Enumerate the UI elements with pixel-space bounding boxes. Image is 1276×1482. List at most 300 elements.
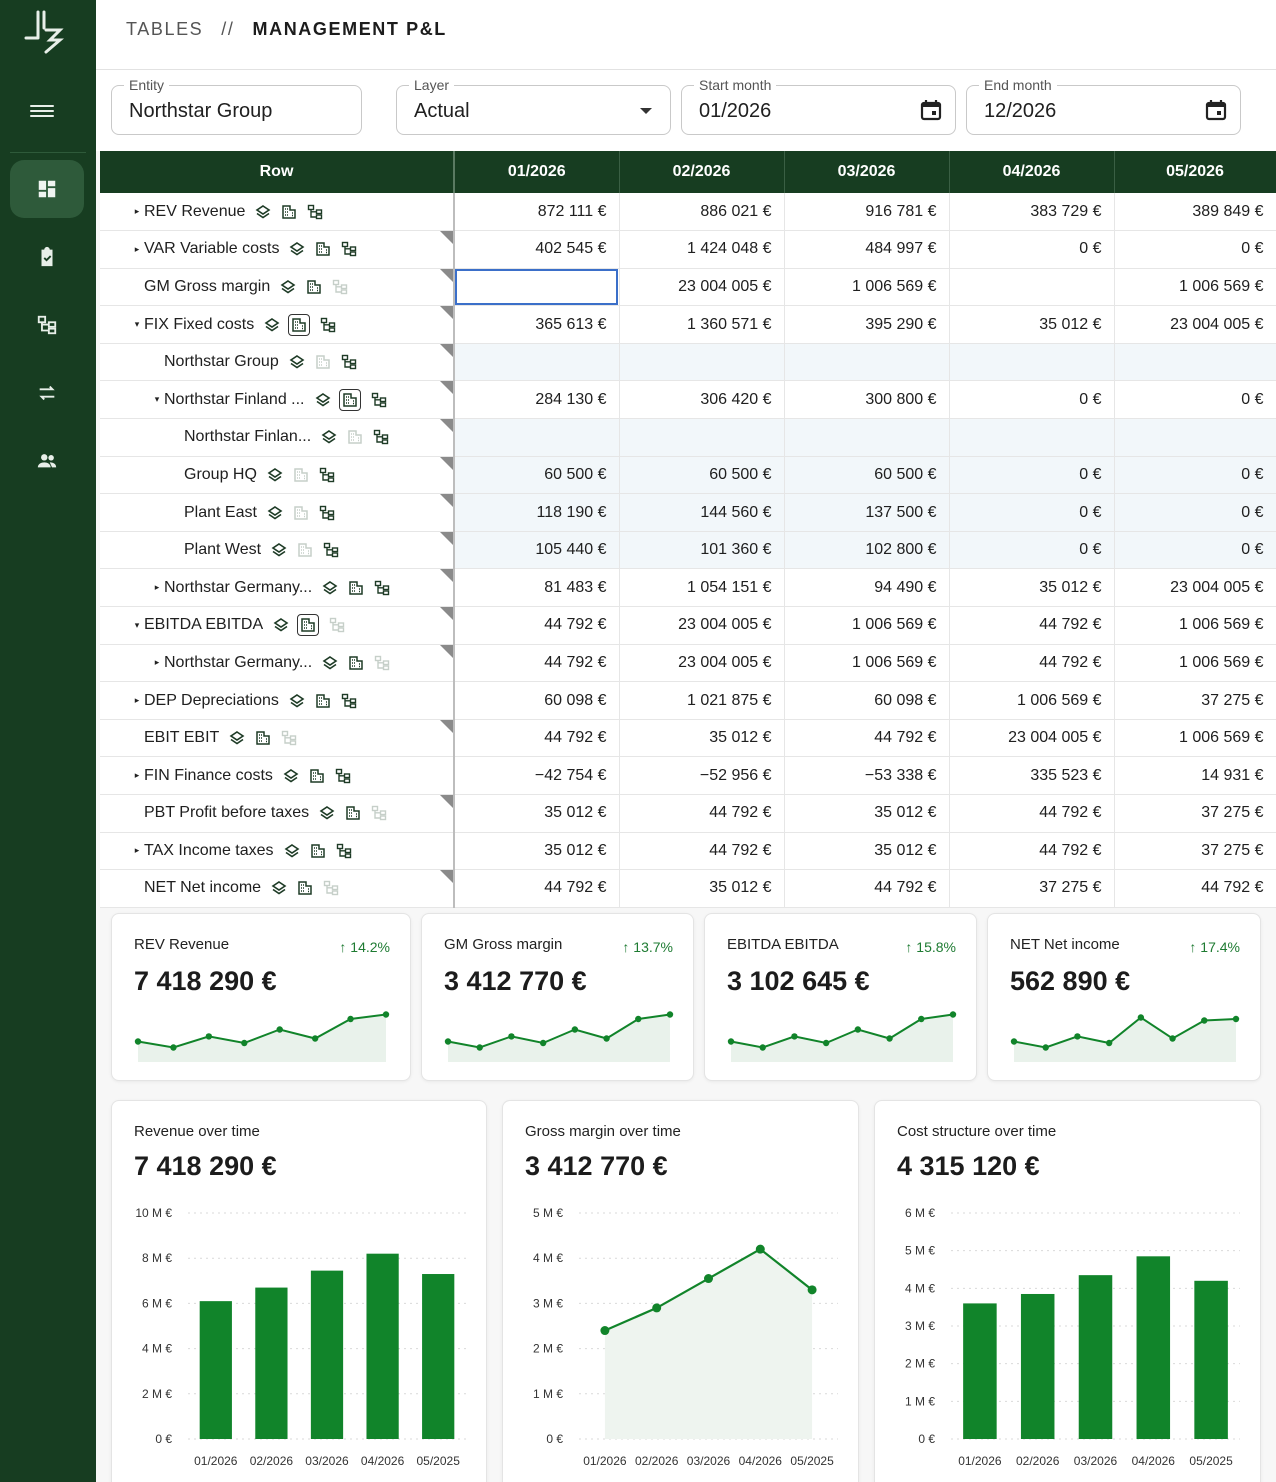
sparkline-point — [1201, 1017, 1207, 1023]
data-point[interactable] — [600, 1326, 609, 1335]
value-cell[interactable] — [454, 419, 619, 457]
x-tick-label: 01/2026 — [583, 1454, 627, 1468]
table-row[interactable] — [100, 456, 1276, 494]
value-cell[interactable]: 44 792 € — [949, 644, 1114, 682]
kpi-value: 562 890 € — [1010, 966, 1131, 996]
chart-total: 4 315 120 € — [897, 1151, 1040, 1181]
bar[interactable] — [311, 1271, 343, 1439]
expand-caret-icon[interactable]: ▾ — [154, 394, 160, 405]
row-label-cell[interactable] — [100, 306, 454, 344]
bar[interactable] — [1079, 1275, 1113, 1439]
value-cell[interactable]: 0 € — [949, 456, 1114, 494]
table-row[interactable] — [100, 193, 1276, 231]
value-cell[interactable] — [784, 419, 949, 457]
value-cell[interactable]: 402 545 € — [454, 231, 619, 269]
value-cell[interactable]: 1 006 569 € — [1114, 719, 1276, 757]
x-tick-label: 03/2026 — [686, 1454, 731, 1468]
end-month-field[interactable] — [966, 77, 1241, 135]
column-header[interactable]: 01/2026 — [454, 151, 619, 193]
value-cell[interactable]: 44 792 € — [784, 870, 949, 908]
value-cell[interactable]: 0 € — [949, 494, 1114, 532]
comment-marker-icon — [440, 344, 453, 357]
x-tick-label: 03/2026 — [1073, 1454, 1118, 1468]
value-cell[interactable]: 35 012 € — [619, 719, 784, 757]
breadcrumb — [126, 19, 447, 40]
value-cell[interactable]: 37 275 € — [1114, 832, 1276, 870]
layers-icon[interactable] — [273, 617, 289, 633]
expand-caret-icon[interactable]: ▾ — [134, 619, 140, 630]
row-label-cell[interactable] — [100, 419, 454, 457]
row-label-cell[interactable] — [100, 268, 454, 306]
value-cell[interactable]: 383 729 € — [949, 193, 1114, 231]
value-cell[interactable]: 35 012 € — [784, 795, 949, 833]
bar[interactable] — [1021, 1294, 1055, 1439]
value-cell[interactable]: 44 792 € — [1114, 870, 1276, 908]
row-label: Northstar Group — [164, 353, 279, 371]
building-icon[interactable] — [310, 843, 326, 859]
nav-dashboard[interactable] — [10, 160, 84, 218]
value-cell[interactable]: 137 500 € — [784, 494, 949, 532]
kpi-card-revenue[interactable] — [111, 913, 411, 1081]
sparkline — [444, 1006, 674, 1062]
layers-icon[interactable] — [284, 843, 300, 859]
layers-icon[interactable] — [264, 317, 280, 333]
expand-caret-icon[interactable]: ▸ — [134, 206, 140, 217]
value-cell[interactable]: −42 754 € — [454, 757, 619, 795]
layers-icon[interactable] — [322, 655, 338, 671]
value-cell[interactable]: 306 420 € — [619, 381, 784, 419]
sparkline-point — [508, 1033, 514, 1039]
value-cell[interactable]: 23 004 005 € — [619, 268, 784, 306]
value-cell[interactable]: 872 111 € — [454, 193, 619, 231]
row-label-cell[interactable] — [100, 193, 454, 231]
expand-caret-icon[interactable]: ▸ — [134, 845, 140, 856]
value-cell[interactable]: 300 800 € — [784, 381, 949, 419]
value-cell[interactable]: 0 € — [949, 531, 1114, 569]
sparkline — [727, 1006, 957, 1062]
bar[interactable] — [963, 1303, 997, 1439]
value-cell[interactable]: 0 € — [1114, 456, 1276, 494]
value-cell[interactable]: 1 021 875 € — [619, 682, 784, 720]
building-icon[interactable] — [293, 505, 309, 521]
building-icon[interactable] — [315, 241, 331, 257]
table-row[interactable] — [100, 343, 1276, 381]
value-cell[interactable]: 60 500 € — [454, 456, 619, 494]
building-icon[interactable] — [288, 314, 310, 336]
comment-marker-icon — [440, 645, 453, 658]
row-label-cell[interactable] — [100, 343, 454, 381]
hierarchy-icon[interactable] — [332, 279, 348, 295]
value-cell[interactable]: 35 012 € — [949, 569, 1114, 607]
bar[interactable] — [366, 1254, 398, 1439]
kpi-title: NET Net income — [1010, 936, 1120, 953]
data-point[interactable] — [808, 1285, 817, 1294]
building-icon[interactable] — [293, 467, 309, 483]
value-cell[interactable]: 1 006 569 € — [1114, 268, 1276, 306]
sparkline-point — [277, 1026, 283, 1032]
hierarchy-icon[interactable] — [319, 467, 335, 483]
row-label-cell[interactable] — [100, 644, 454, 682]
y-tick-label: 0 € — [155, 1432, 172, 1446]
y-tick-label: 3 M € — [904, 1319, 935, 1333]
y-tick-label: 4 M € — [904, 1281, 935, 1296]
start-month-field[interactable] — [681, 77, 956, 135]
value-cell[interactable] — [949, 268, 1114, 306]
table-row[interactable] — [100, 682, 1276, 720]
comment-marker-icon — [440, 306, 453, 319]
building-icon[interactable] — [339, 389, 361, 411]
building-icon[interactable] — [297, 880, 313, 896]
value-cell[interactable]: 23 004 005 € — [619, 644, 784, 682]
breadcrumb-section[interactable]: TABLES — [126, 19, 204, 39]
nav-tasks[interactable] — [10, 228, 84, 286]
value-cell[interactable] — [1114, 419, 1276, 457]
hierarchy-icon[interactable] — [373, 429, 389, 445]
value-cell[interactable]: 1 054 151 € — [619, 569, 784, 607]
building-icon[interactable] — [309, 768, 325, 784]
comment-marker-icon — [440, 870, 453, 883]
row-label: DEP Depreciations — [144, 691, 279, 709]
value-cell[interactable]: 44 792 € — [949, 795, 1114, 833]
expand-caret-icon[interactable]: ▸ — [134, 243, 140, 254]
y-tick-label: 0 € — [918, 1432, 935, 1446]
value-cell[interactable]: 60 500 € — [784, 456, 949, 494]
chart-title: Gross margin over time — [525, 1123, 681, 1140]
layers-icon[interactable] — [315, 392, 331, 408]
row-label: FIN Finance costs — [144, 766, 273, 784]
value-cell[interactable]: 23 004 005 € — [1114, 569, 1276, 607]
value-cell[interactable]: 1 006 569 € — [1114, 607, 1276, 645]
table-header-row — [100, 151, 1276, 193]
building-icon[interactable] — [297, 542, 313, 558]
kpi-card-gross-margin[interactable] — [421, 913, 694, 1081]
entity-field[interactable] — [111, 77, 362, 135]
value-cell[interactable] — [619, 343, 784, 381]
value-cell[interactable]: 44 792 € — [949, 832, 1114, 870]
hierarchy-icon[interactable] — [335, 768, 351, 784]
row-label-cell[interactable] — [100, 531, 454, 569]
comment-marker-icon — [440, 457, 453, 470]
value-cell[interactable] — [454, 343, 619, 381]
sparkline-point — [1138, 1014, 1144, 1020]
expand-caret-icon[interactable]: ▸ — [134, 770, 140, 781]
building-icon[interactable] — [255, 730, 271, 746]
value-cell[interactable]: 0 € — [1114, 381, 1276, 419]
data-point[interactable] — [704, 1274, 713, 1283]
building-icon[interactable] — [306, 279, 322, 295]
x-tick-label: 03/2026 — [305, 1454, 349, 1468]
row-label-cell[interactable] — [100, 456, 454, 494]
kpi-delta-value: 14.2% — [350, 939, 390, 955]
building-icon[interactable] — [347, 429, 363, 445]
sparkline-point — [635, 1016, 641, 1022]
table-row[interactable] — [100, 231, 1276, 269]
layers-icon[interactable] — [319, 805, 335, 821]
bar[interactable] — [1137, 1256, 1171, 1439]
building-icon[interactable] — [348, 655, 364, 671]
value-cell[interactable]: 44 792 € — [784, 719, 949, 757]
column-header[interactable]: 05/2026 — [1114, 151, 1276, 193]
value-cell[interactable]: 23 004 005 € — [619, 607, 784, 645]
hierarchy-icon[interactable] — [329, 617, 345, 633]
table-row[interactable] — [100, 870, 1276, 908]
layers-icon[interactable] — [283, 768, 299, 784]
table-row[interactable] — [100, 644, 1276, 682]
hierarchy-icon[interactable] — [341, 354, 357, 370]
hierarchy-icon[interactable] — [374, 655, 390, 671]
value-cell[interactable]: 44 792 € — [619, 795, 784, 833]
value-cell[interactable]: 60 098 € — [784, 682, 949, 720]
value-cell[interactable]: 60 500 € — [619, 456, 784, 494]
app-logo-icon — [24, 8, 64, 54]
value-cell[interactable]: 1 006 569 € — [784, 607, 949, 645]
value-cell[interactable] — [619, 419, 784, 457]
row-label: EBIT EBIT — [144, 729, 220, 747]
value-cell[interactable]: 35 012 € — [454, 795, 619, 833]
kpi-card-ebitda[interactable] — [704, 913, 977, 1081]
layer-select[interactable] — [396, 77, 671, 135]
value-cell[interactable]: 1 006 569 € — [949, 682, 1114, 720]
value-cell[interactable]: −53 338 € — [784, 757, 949, 795]
building-icon[interactable] — [345, 805, 361, 821]
expand-caret-icon[interactable]: ▸ — [154, 657, 160, 668]
value-cell[interactable]: −52 956 € — [619, 757, 784, 795]
value-cell[interactable]: 14 931 € — [1114, 757, 1276, 795]
chart-total: 7 418 290 € — [134, 1151, 277, 1181]
sparkline-point — [791, 1033, 797, 1039]
value-cell[interactable]: 0 € — [949, 381, 1114, 419]
start-month-label: Start month — [694, 77, 776, 93]
comment-marker-icon — [440, 231, 453, 244]
layers-icon[interactable] — [271, 880, 287, 896]
bar[interactable] — [1194, 1281, 1228, 1439]
nav-hierarchy[interactable] — [10, 296, 84, 354]
value-cell[interactable]: 94 490 € — [784, 569, 949, 607]
comment-marker-icon — [440, 494, 453, 507]
value-cell[interactable]: 484 997 € — [784, 231, 949, 269]
table-row[interactable] — [100, 569, 1276, 607]
value-cell[interactable]: 1 360 571 € — [619, 306, 784, 344]
value-cell[interactable]: 1 006 569 € — [1114, 644, 1276, 682]
value-cell[interactable]: 0 € — [1114, 531, 1276, 569]
calendar-icon[interactable] — [919, 98, 943, 122]
dropdown-arrow-icon[interactable] — [640, 108, 652, 114]
value-cell[interactable]: 44 792 € — [619, 832, 784, 870]
hierarchy-icon[interactable] — [341, 241, 357, 257]
table-row[interactable] — [100, 531, 1276, 569]
row-label: REV Revenue — [144, 202, 246, 220]
building-icon[interactable] — [348, 580, 364, 596]
cost-structure-chart — [875, 1201, 1262, 1482]
hierarchy-icon[interactable] — [341, 693, 357, 709]
revenue-chart — [112, 1201, 488, 1482]
layers-icon[interactable] — [267, 467, 283, 483]
layers-icon[interactable] — [229, 730, 245, 746]
value-cell[interactable]: 118 190 € — [454, 494, 619, 532]
table-row[interactable] — [100, 607, 1276, 645]
expand-caret-icon[interactable]: ▾ — [134, 319, 140, 330]
value-cell[interactable]: 365 613 € — [454, 306, 619, 344]
comment-marker-icon — [440, 381, 453, 394]
row-label: FIX Fixed costs — [144, 315, 255, 333]
value-cell[interactable]: 144 560 € — [619, 494, 784, 532]
sparkline-point — [312, 1035, 318, 1041]
layers-icon[interactable] — [289, 241, 305, 257]
table-row[interactable] — [100, 306, 1276, 344]
column-header[interactable]: 02/2026 — [619, 151, 784, 193]
sparkline-point — [206, 1033, 212, 1039]
value-cell[interactable]: 37 275 € — [949, 870, 1114, 908]
nav-transfers[interactable] — [10, 364, 84, 422]
row-label-cell[interactable] — [100, 719, 454, 757]
breadcrumb-separator: // — [221, 19, 235, 39]
value-cell[interactable]: 44 792 € — [454, 644, 619, 682]
value-cell[interactable]: 23 004 005 € — [1114, 306, 1276, 344]
expand-caret-icon[interactable]: ▸ — [134, 695, 140, 706]
value-cell[interactable]: 23 004 005 € — [949, 719, 1114, 757]
table-row[interactable] — [100, 494, 1276, 532]
hierarchy-icon[interactable] — [374, 580, 390, 596]
table-row[interactable] — [100, 832, 1276, 870]
layers-icon[interactable] — [255, 204, 271, 220]
y-tick-label: 8 M € — [141, 1251, 172, 1266]
row-label-cell[interactable] — [100, 795, 454, 833]
hierarchy-icon[interactable] — [371, 805, 387, 821]
layers-icon[interactable] — [280, 279, 296, 295]
table-row[interactable] — [100, 381, 1276, 419]
layers-icon[interactable] — [271, 542, 287, 558]
value-cell[interactable]: 60 098 € — [454, 682, 619, 720]
value-cell[interactable]: 916 781 € — [784, 193, 949, 231]
value-cell[interactable]: 81 483 € — [454, 569, 619, 607]
kpi-card-net-income[interactable] — [987, 913, 1261, 1081]
building-icon[interactable] — [281, 204, 297, 220]
row-label-cell[interactable] — [100, 569, 454, 607]
value-cell[interactable]: 44 792 € — [454, 607, 619, 645]
row-label: Plant East — [184, 503, 257, 521]
x-tick-label: 05/2025 — [416, 1454, 460, 1468]
building-icon[interactable] — [315, 354, 331, 370]
table-row[interactable] — [100, 719, 1276, 757]
value-cell[interactable]: 35 012 € — [454, 832, 619, 870]
column-header[interactable]: 04/2026 — [949, 151, 1114, 193]
chart-total: 3 412 770 € — [525, 1151, 668, 1181]
hierarchy-icon[interactable] — [281, 730, 297, 746]
hierarchy-icon[interactable] — [323, 880, 339, 896]
building-icon[interactable] — [315, 693, 331, 709]
value-cell[interactable]: 389 849 € — [1114, 193, 1276, 231]
value-cell[interactable]: 1 006 569 € — [784, 644, 949, 682]
value-cell[interactable] — [784, 343, 949, 381]
building-icon[interactable] — [297, 614, 319, 636]
column-header[interactable]: 03/2026 — [784, 151, 949, 193]
sparkline-point — [572, 1026, 578, 1032]
data-point[interactable] — [756, 1245, 765, 1254]
row-label-cell[interactable] — [100, 231, 454, 269]
top-bar — [96, 0, 1276, 70]
value-cell[interactable] — [949, 419, 1114, 457]
table-row[interactable] — [100, 419, 1276, 457]
hierarchy-icon[interactable] — [307, 204, 323, 220]
value-cell[interactable]: 37 275 € — [1114, 795, 1276, 833]
layers-icon[interactable] — [289, 693, 305, 709]
value-cell[interactable]: 0 € — [1114, 231, 1276, 269]
sparkline-point — [347, 1016, 353, 1022]
hierarchy-icon[interactable] — [371, 392, 387, 408]
layers-icon[interactable] — [321, 429, 337, 445]
value-cell[interactable]: 1 424 048 € — [619, 231, 784, 269]
sparkline-point — [1169, 1035, 1175, 1041]
hierarchy-icon[interactable] — [319, 505, 335, 521]
value-cell[interactable] — [454, 268, 619, 306]
value-cell[interactable]: 335 523 € — [949, 757, 1114, 795]
hierarchy-icon[interactable] — [336, 843, 352, 859]
menu-icon[interactable] — [30, 102, 54, 122]
row-label-cell[interactable] — [100, 607, 454, 645]
value-cell[interactable]: 35 012 € — [619, 870, 784, 908]
value-cell[interactable]: 284 130 € — [454, 381, 619, 419]
bar[interactable] — [255, 1288, 287, 1439]
value-cell[interactable]: 0 € — [949, 231, 1114, 269]
hierarchy-icon[interactable] — [320, 317, 336, 333]
value-cell[interactable]: 35 012 € — [784, 832, 949, 870]
value-cell[interactable]: 886 021 € — [619, 193, 784, 231]
bar[interactable] — [200, 1301, 232, 1439]
value-cell[interactable]: 395 290 € — [784, 306, 949, 344]
value-cell[interactable]: 0 € — [1114, 494, 1276, 532]
nav-users[interactable] — [10, 432, 84, 490]
data-point[interactable] — [652, 1303, 661, 1312]
row-label-cell[interactable] — [100, 494, 454, 532]
table-row[interactable] — [100, 795, 1276, 833]
dashboard-icon — [36, 178, 58, 200]
bar[interactable] — [422, 1274, 454, 1439]
table-row[interactable] — [100, 757, 1276, 795]
column-header-row[interactable]: Row — [100, 151, 454, 193]
value-cell[interactable]: 44 792 € — [454, 870, 619, 908]
row-label-cell[interactable] — [100, 832, 454, 870]
row-label: Northstar Germany... — [164, 578, 313, 596]
value-cell[interactable]: 44 792 € — [454, 719, 619, 757]
value-cell[interactable]: 105 440 € — [454, 531, 619, 569]
row-label-cell[interactable] — [100, 757, 454, 795]
expand-caret-icon[interactable]: ▸ — [154, 582, 160, 593]
layers-icon[interactable] — [267, 505, 283, 521]
layers-icon[interactable] — [322, 580, 338, 596]
value-cell[interactable]: 1 006 569 € — [784, 268, 949, 306]
value-cell[interactable]: 101 360 € — [619, 531, 784, 569]
value-cell[interactable] — [949, 343, 1114, 381]
value-cell[interactable]: 35 012 € — [949, 306, 1114, 344]
row-label-cell[interactable] — [100, 381, 454, 419]
row-label: Northstar Finlan... — [184, 428, 312, 446]
value-cell[interactable]: 102 800 € — [784, 531, 949, 569]
value-cell[interactable]: 44 792 € — [949, 607, 1114, 645]
row-label-cell[interactable] — [100, 870, 454, 908]
x-tick-label: 01/2026 — [958, 1454, 1002, 1468]
value-cell[interactable] — [1114, 343, 1276, 381]
kpi-value: 3 412 770 € — [444, 966, 587, 996]
row-label-cell[interactable] — [100, 682, 454, 720]
layers-icon[interactable] — [289, 354, 305, 370]
row-label: GM Gross margin — [144, 277, 271, 295]
table-row[interactable] — [100, 268, 1276, 306]
value-cell[interactable]: 37 275 € — [1114, 682, 1276, 720]
calendar-icon[interactable] — [1204, 98, 1228, 122]
hierarchy-icon[interactable] — [323, 542, 339, 558]
sparkline-area — [1014, 1018, 1236, 1063]
y-tick-label: 10 M € — [135, 1206, 172, 1220]
